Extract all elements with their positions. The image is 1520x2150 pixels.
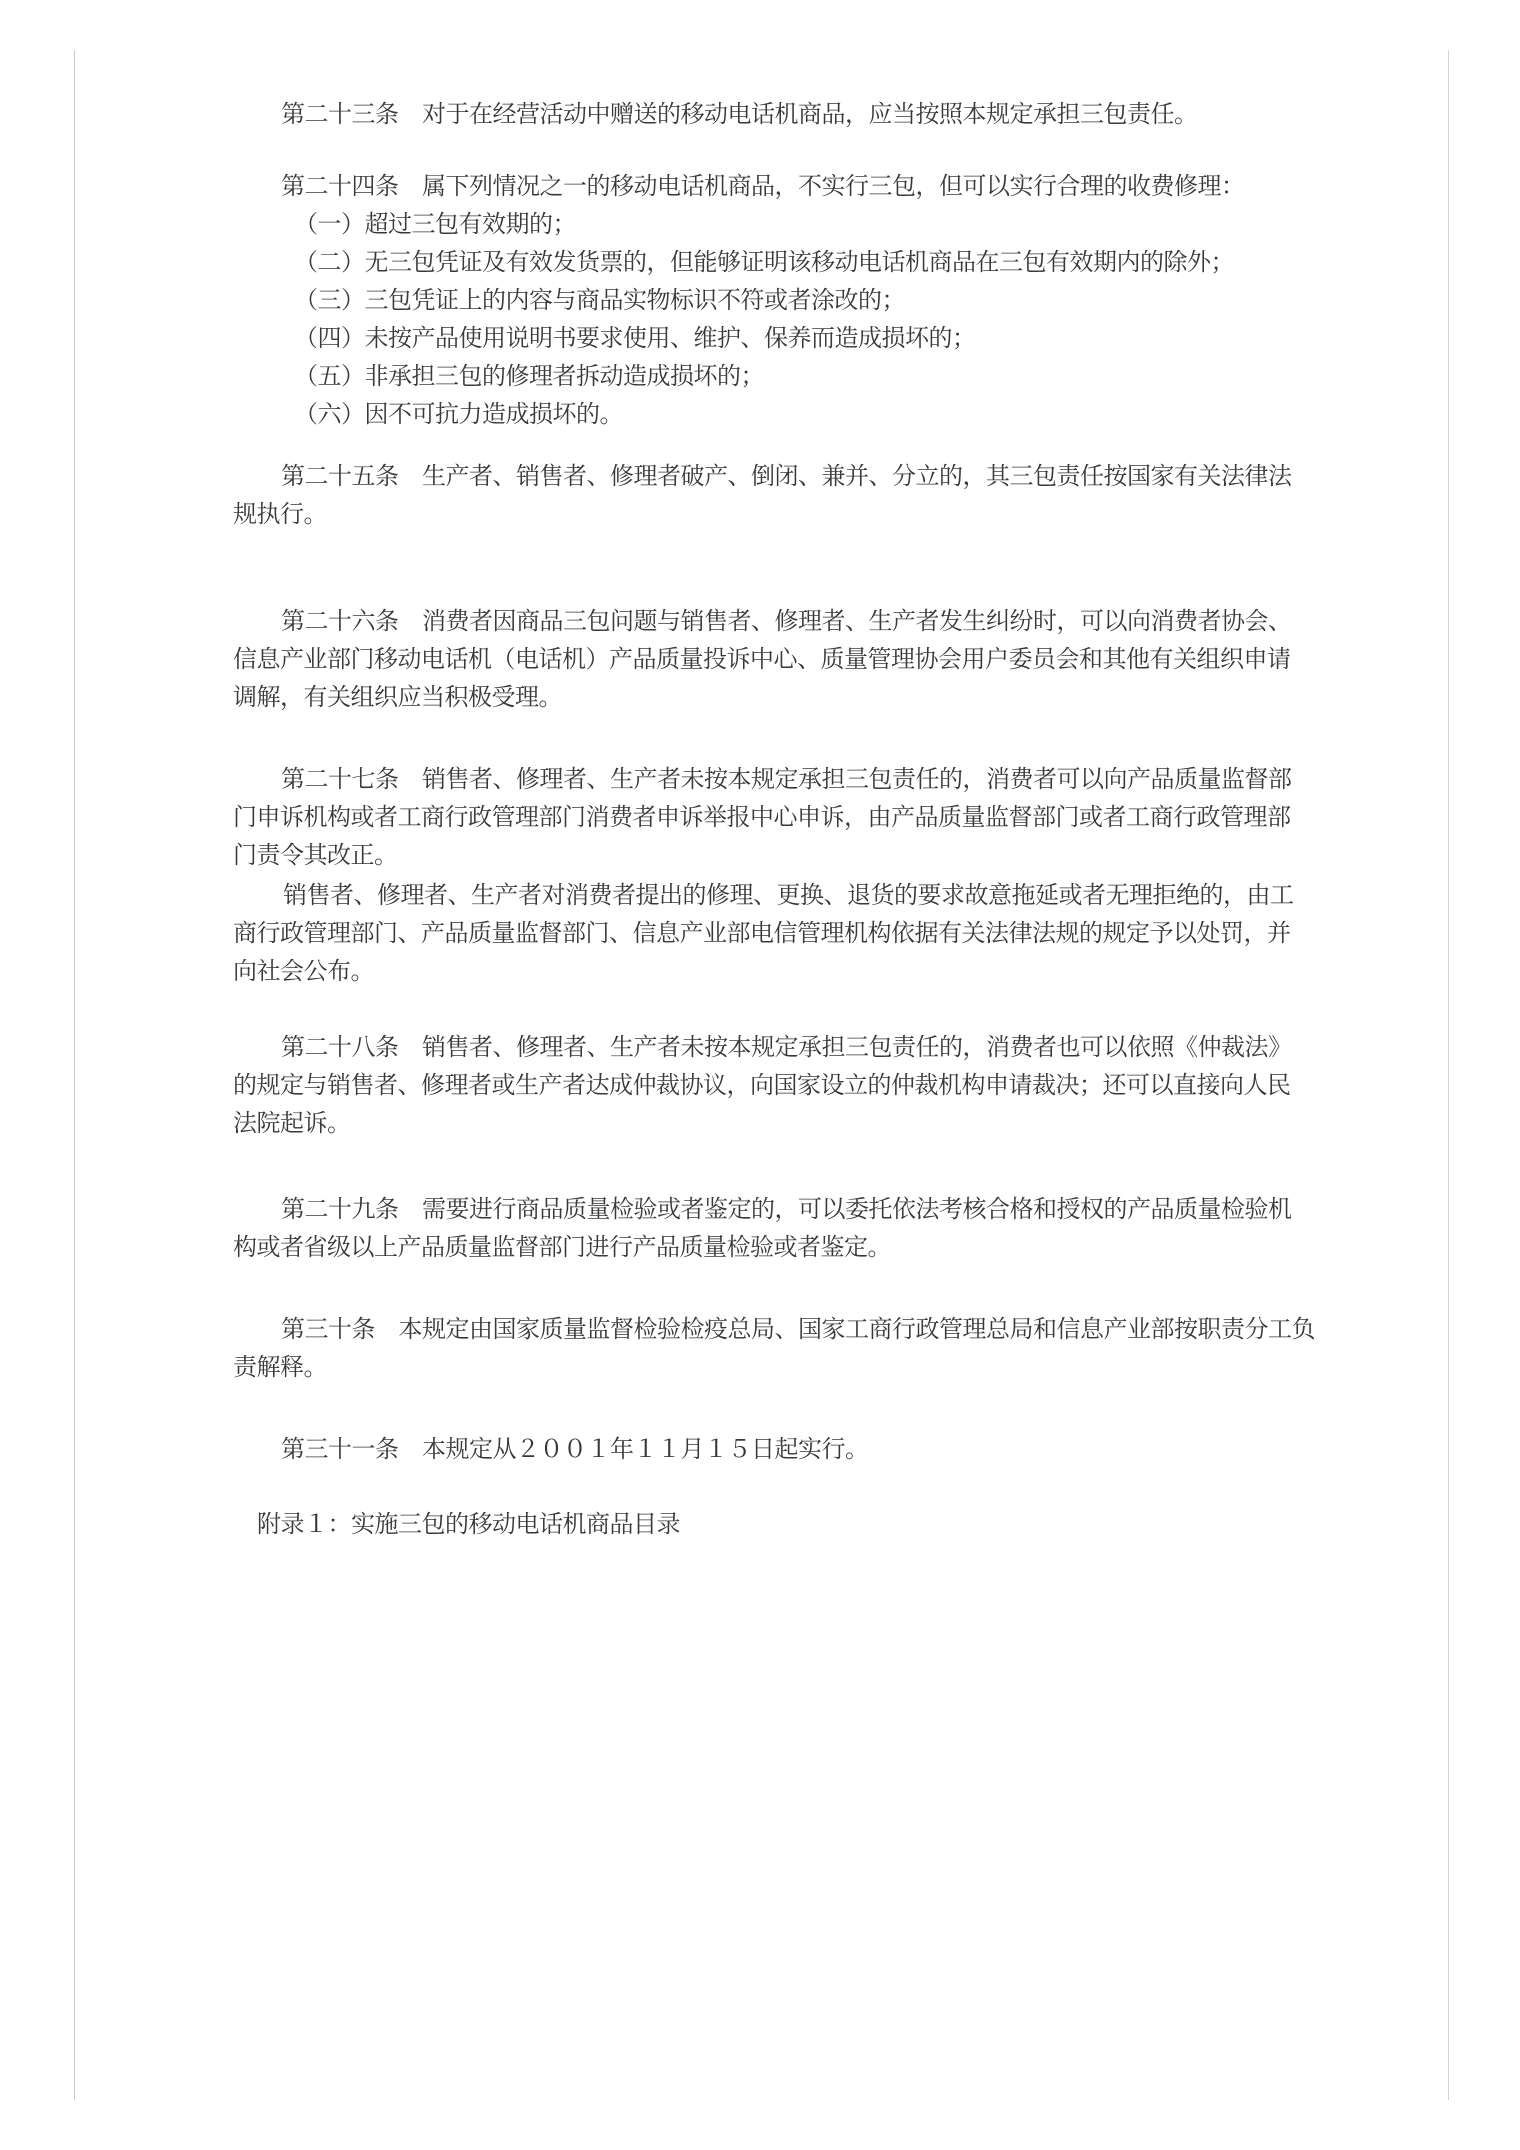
page-border-left: [74, 50, 75, 2100]
text-line: 第二十九条 需要进行商品质量检验或者鉴定的，可以委托依法考核合格和授权的产品质量检验机: [281, 1197, 1292, 1223]
text-line: 第三十条 本规定由国家质量监督检验检疫总局、国家工商行政管理总局和信息产业部按职责分工负: [281, 1317, 1315, 1343]
appendix-1-note: [233, 1506, 1303, 1544]
text-line: 第二十六条 消费者因商品三包问题与销售者、修理者、生产者发生纠纷时，可以向消费者协会、: [281, 609, 1292, 635]
article-31: [233, 1431, 1303, 1469]
text-line: （二）无三包凭证及有效发货票的，但能够证明该移动电话机商品在三包有效期内的除外；: [294, 250, 1234, 276]
article-29: [233, 1191, 1303, 1267]
article-24: [233, 168, 1303, 206]
article-24-item-5: [233, 358, 1303, 396]
text-line: 销售者、修理者、生产者对消费者提出的修理、更换、退货的要求故意拖延或者无理拒绝的，由工: [283, 883, 1294, 909]
text-line: （一）超过三包有效期的；: [294, 212, 576, 238]
article-26: [233, 603, 1303, 717]
text-line: 的规定与销售者、修理者或生产者达成仲裁协议，向国家设立的仲裁机构申请裁决；还可以直接向人民: [233, 1073, 1291, 1099]
text-line: 第二十三条 对于在经营活动中赠送的移动电话机商品，应当按照本规定承担三包责任。: [281, 102, 1198, 128]
text-line: 法院起诉。: [233, 1111, 351, 1137]
article-24-item-4: [233, 320, 1303, 358]
text-line: 责解释。: [233, 1355, 327, 1381]
document-body: [233, 96, 1315, 1544]
article-24-item-1: [233, 206, 1303, 244]
article-25: [233, 458, 1303, 534]
page-border-right: [1448, 50, 1449, 2100]
article-27: [233, 761, 1303, 875]
text-line: 向社会公布。: [233, 959, 374, 985]
text-line: （五）非承担三包的修理者拆动造成损坏的；: [294, 364, 764, 390]
text-line: 第二十四条 属下列情况之一的移动电话机商品，不实行三包，但可以实行合理的收费修理：: [281, 174, 1245, 200]
text-line: 调解，有关组织应当积极受理。: [233, 685, 562, 711]
text-line: 第二十五条 生产者、销售者、修理者破产、倒闭、兼并、分立的，其三包责任按国家有关法律法: [281, 464, 1292, 490]
text-line: 规执行。: [233, 502, 327, 528]
article-27-para-2: [233, 877, 1303, 991]
text-line: 附录１：实施三包的移动电话机商品目录: [257, 1512, 680, 1538]
article-24-item-3: [233, 282, 1303, 320]
text-line: （四）未按产品使用说明书要求使用、维护、保养而造成损坏的；: [294, 326, 976, 352]
text-line: 门申诉机构或者工商行政管理部门消费者申诉举报中心申诉，由产品质量监督部门或者工商行政管理部: [233, 805, 1291, 831]
text-line: 第二十八条 销售者、修理者、生产者未按本规定承担三包责任的，消费者也可以依照《仲裁法》: [281, 1035, 1292, 1061]
text-line: 构或者省级以上产品质量监督部门进行产品质量检验或者鉴定。: [233, 1235, 891, 1261]
text-line: 门责令其改正。: [233, 843, 398, 869]
text-line: （三）三包凭证上的内容与商品实物标识不符或者涂改的；: [294, 288, 905, 314]
text-line: 商行政管理部门、产品质量监督部门、信息产业部电信管理机构依据有关法律法规的规定予以处罚，并: [233, 921, 1291, 947]
text-line: 信息产业部门移动电话机（电话机）产品质量投诉中心、质量管理协会用户委员会和其他有关组织申请: [233, 647, 1291, 673]
text-line: 第三十一条 本规定从２００１年１１月１５日起实行。: [281, 1437, 869, 1463]
article-23: [233, 96, 1303, 134]
article-28: [233, 1029, 1303, 1143]
article-30: [233, 1311, 1315, 1387]
text-line: （六）因不可抗力造成损坏的。: [294, 402, 623, 428]
text-line: 第二十七条 销售者、修理者、生产者未按本规定承担三包责任的，消费者可以向产品质量监督部: [281, 767, 1292, 793]
article-24-item-2: [233, 244, 1303, 282]
article-24-item-6: [233, 396, 1303, 434]
